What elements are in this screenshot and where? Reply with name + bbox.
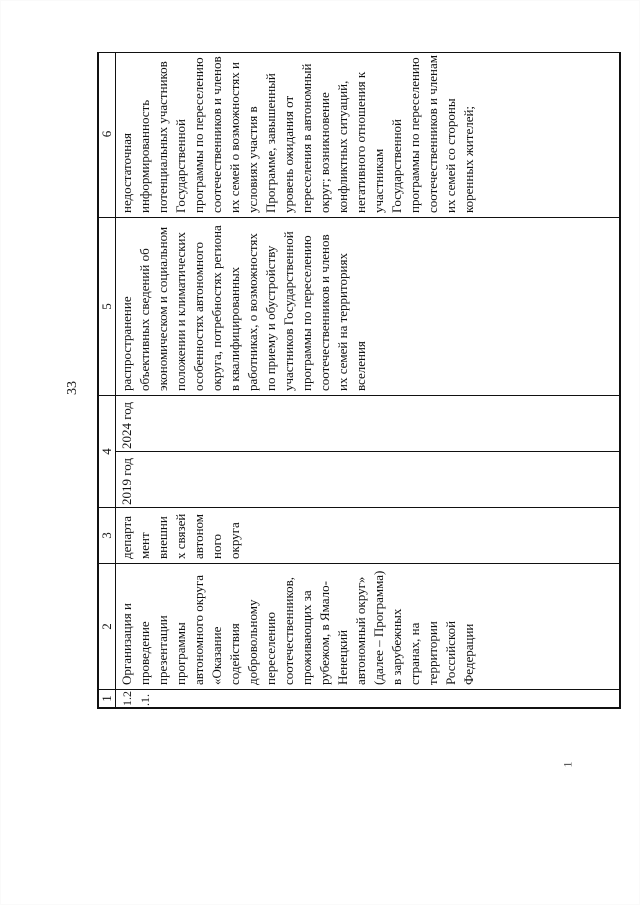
header-row xyxy=(99,52,116,708)
program-table xyxy=(97,52,621,709)
header-col-2: 2 xyxy=(99,564,116,690)
result-cell: распространение объективных сведений об экономическом и социальном положении и климатических особенностях автономного округа, потребностях региона в квалифицированных работниках, о возможностях по приему и обустройству участников Государственной программы по переселению соотечественников и членов их семей на территориях вселения xyxy=(116,218,620,396)
rotated-table-area xyxy=(97,52,621,709)
header-col-6: 6 xyxy=(99,52,116,218)
row-id-cell: 1.2.1. xyxy=(116,690,620,708)
end-year-cell: 2024 год xyxy=(116,396,620,452)
start-year-cell: 2019 год xyxy=(116,452,620,508)
consequences-cell: недостаточная информированность потенциальных участников Государственной программы по переселению соотечественников и членов их семей о возможностях и условиях участия в Программе, завышенный уровень ожидания от переселения в автономный округ; возникновение конфликтных ситуаций, негативного отношения к участникам Государственной программы по переселению соотечественников и членам их семей со стороны коренных жителей; xyxy=(116,52,620,218)
page-number: 33 xyxy=(65,381,80,395)
header-col-5: 5 xyxy=(99,218,116,396)
header-col-1: 1 xyxy=(99,690,116,708)
side-mark: 1 xyxy=(560,761,575,768)
table-row xyxy=(116,52,620,708)
executor-cell: департамент внешних связей автономного округа xyxy=(116,508,620,564)
activity-table xyxy=(98,52,620,708)
header-col-3: 3 xyxy=(99,508,116,564)
event-cell: Организация и проведение презентации программы автономного округа «Оказание содействия добровольному переселению соотечественников, проживающих за рубежом, в Ямало-Ненецкий автономный округ» (далее – Программа) в зарубежных странах, на территории Российской Федерации xyxy=(116,564,620,690)
header-col-4: 4 xyxy=(99,396,116,508)
